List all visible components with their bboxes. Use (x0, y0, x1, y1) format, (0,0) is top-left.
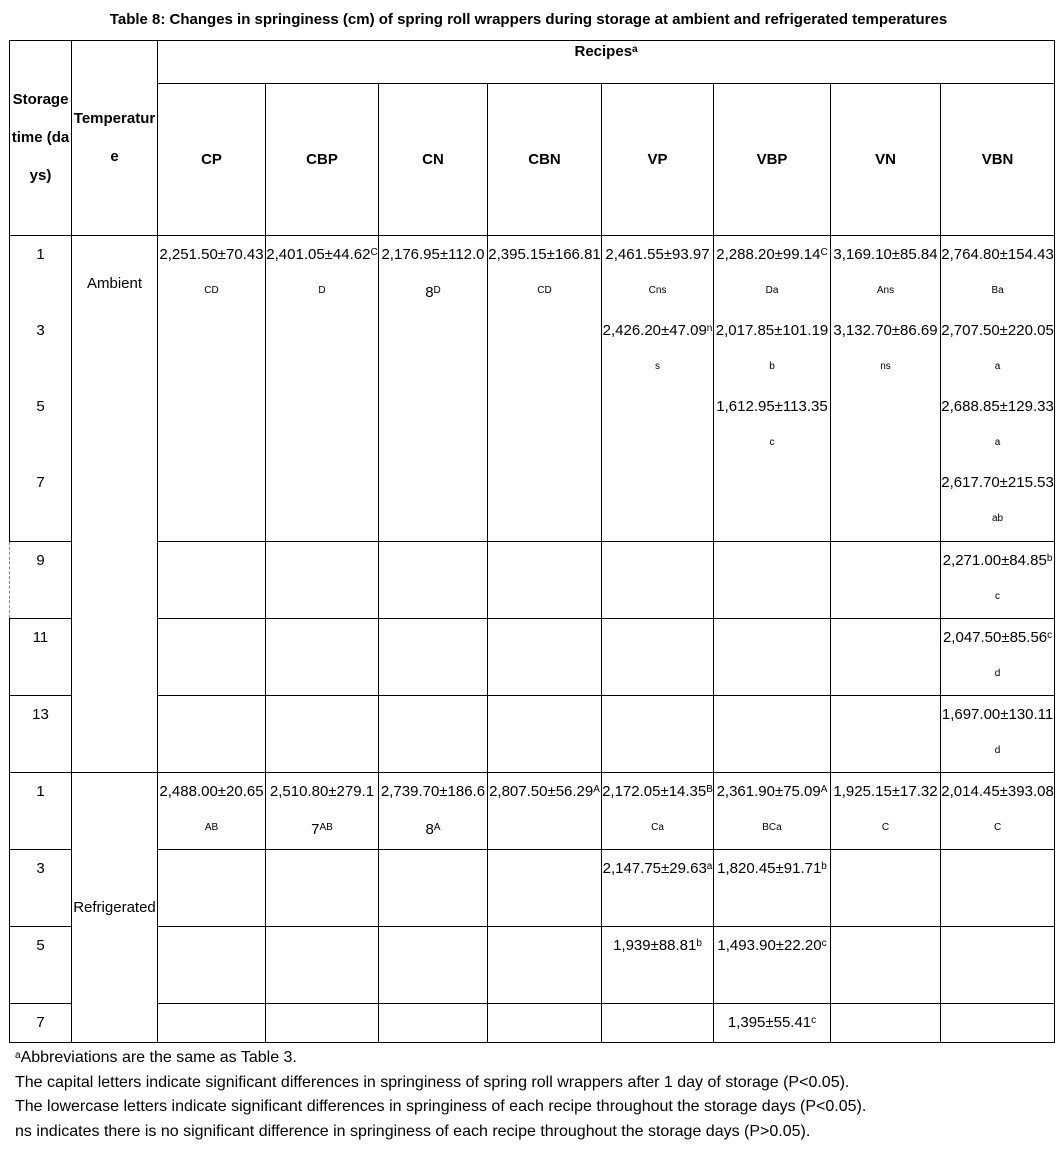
value: 1,939±88.81 (613, 937, 697, 954)
significance-letter: Ba (991, 285, 1004, 296)
empty-cell (602, 542, 714, 619)
empty-cell (941, 850, 1055, 927)
significance-letter: c (769, 437, 775, 448)
significance-letter: CD (537, 285, 552, 296)
refrigerated-label: Refrigerated (73, 898, 156, 916)
significance-letter: a (994, 361, 1001, 372)
header-temperature (72, 41, 158, 236)
value: 2,617.70±215.53 (941, 474, 1054, 491)
value: 2,426.20±47.09 (602, 322, 707, 339)
significance-letter: b (821, 861, 827, 872)
column-header-vn: VN (831, 84, 941, 236)
value: 2,288.20±99.14 (716, 246, 821, 263)
value: 2,251.50±70.43 (159, 246, 264, 263)
empty-cell (266, 850, 379, 927)
empty-cell (488, 696, 602, 773)
significance-letter: c (811, 1015, 817, 1026)
value: 1,697.00±130.11 (941, 706, 1054, 723)
footnote-lowercase-letters: The lowercase letters indicate significant differences in springiness of each recipe throughout the storage days (P<0.05). (15, 1098, 867, 1115)
significance-letter: b (769, 361, 775, 372)
significance-letter: a (706, 861, 713, 872)
value: 2,510.80±279.17 (269, 783, 375, 838)
column-header-cp: CP (158, 84, 266, 236)
significance-letter: AB (319, 822, 333, 833)
value: 2,764.80±154.43 (941, 246, 1054, 263)
cell-ambient-vn (831, 236, 941, 542)
empty-cell (266, 619, 379, 696)
significance-letter: ABCa (762, 784, 828, 833)
empty-cell (379, 619, 488, 696)
column-header-vbp: VBP (714, 84, 831, 236)
value: 3,132.70±86.69 (833, 322, 938, 339)
cell-ambient-vbn (941, 236, 1055, 542)
value: 2,147.75±29.63 (602, 860, 707, 877)
cell-refrigerated-cn (379, 773, 488, 850)
footnote-capital-letters: The capital letters indicate significant differences in springiness of spring roll wrappers after 1 day of storage (P<0.05). (15, 1073, 850, 1091)
cell-ambient-vbp (714, 236, 831, 542)
value: 2,488.00±20.65 (159, 783, 264, 800)
empty-cell (488, 927, 602, 1004)
day-label: 3 (36, 322, 45, 339)
significance-letter: AB (204, 822, 219, 833)
empty-cell (602, 1004, 714, 1043)
day-label: 5 (36, 398, 45, 415)
day-cell: 9 (10, 542, 72, 619)
significance-letter: a (994, 437, 1001, 448)
value: 2,014.45±393.08 (941, 783, 1054, 800)
storage-time-label: Storage time (days) (11, 91, 70, 184)
value: 2,707.50±220.05 (941, 322, 1054, 339)
value: 3,169.10±85.84 (833, 246, 938, 263)
significance-letter: bc (995, 553, 1053, 602)
cell-ambient-vbn-day13 (941, 696, 1055, 773)
significance-letter: CD (204, 285, 219, 296)
column-header-cbp: CBP (266, 84, 379, 236)
cell-ambient-cbn (488, 236, 602, 542)
significance-letter: ns (880, 361, 891, 372)
recipes-label: Recipes (574, 43, 633, 60)
cell-refrigerated-vp-day3 (602, 850, 714, 927)
significance-letter: C (881, 822, 890, 833)
empty-cell (158, 927, 266, 1004)
footnote-ns: ns indicates there is no significant difference in springiness of each recipe throughout the storage days (P>0.05). (15, 1122, 811, 1140)
cell-refrigerated-cp (158, 773, 266, 850)
empty-cell (831, 696, 941, 773)
value: 2,807.50±56.29 (489, 783, 594, 800)
value: 2,017.85±101.19 (715, 322, 829, 339)
value: 2,047.50±85.56 (942, 629, 1048, 646)
column-header-vbn: VBN (941, 84, 1055, 236)
temperature-label: Temperature (73, 110, 156, 165)
empty-cell (379, 696, 488, 773)
temperature-refrigerated (72, 773, 158, 1043)
empty-cell (831, 1004, 941, 1043)
significance-letter: Ans (876, 285, 895, 296)
empty-cell (379, 927, 488, 1004)
significance-letter: d (994, 745, 1001, 756)
empty-cell (831, 542, 941, 619)
empty-cell (488, 542, 602, 619)
empty-cell (266, 927, 379, 1004)
empty-cell (379, 542, 488, 619)
empty-cell (158, 542, 266, 619)
value: 2,401.05±44.62 (266, 246, 371, 263)
cell-refrigerated-vbp-day3 (714, 850, 831, 927)
cell-refrigerated-vp (602, 773, 714, 850)
empty-cell (941, 927, 1055, 1004)
empty-cell (266, 696, 379, 773)
value: 2,461.55±93.97 (605, 246, 710, 263)
value: 2,688.85±129.33 (941, 398, 1054, 415)
day-cell: 3 (10, 850, 72, 927)
day-cell: 13 (10, 696, 72, 773)
significance-letter: A (433, 822, 441, 833)
value: 2,395.15±166.81 (488, 246, 601, 263)
recipes-footnote-marker: a (632, 44, 638, 55)
empty-cell (266, 1004, 379, 1043)
cell-refrigerated-vbn (941, 773, 1055, 850)
empty-cell (488, 619, 602, 696)
temperature-ambient (72, 236, 158, 773)
significance-letter: b (696, 938, 702, 949)
significance-letter: CDa (765, 247, 828, 296)
empty-cell (379, 1004, 488, 1043)
cell-ambient-cn (379, 236, 488, 542)
column-header-cn: CN (379, 84, 488, 236)
value: 2,361.90±75.09 (716, 783, 821, 800)
significance-letter: C (993, 822, 1002, 833)
value: 2,176.95±112.08 (381, 246, 485, 301)
empty-cell (714, 696, 831, 773)
empty-cell (714, 542, 831, 619)
table-footnotes (15, 1046, 866, 1144)
cell-refrigerated-cbn (488, 773, 602, 850)
cell-refrigerated-cbp (266, 773, 379, 850)
cell-refrigerated-vbp-day7 (714, 1004, 831, 1043)
significance-letter: D (433, 285, 441, 296)
cell-refrigerated-vn (831, 773, 941, 850)
footnote-text: Abbreviations are the same as Table 3. (20, 1049, 297, 1066)
value: 1,820.45±91.71 (717, 860, 822, 877)
day-cell: 11 (10, 619, 72, 696)
empty-cell (831, 927, 941, 1004)
empty-cell (158, 1004, 266, 1043)
value: 1,395±55.41 (727, 1014, 812, 1031)
day-cell: 5 (10, 927, 72, 1004)
significance-letter: ab (991, 513, 1004, 524)
empty-cell (488, 850, 602, 927)
empty-cell (714, 619, 831, 696)
cell-refrigerated-vp-day5 (602, 927, 714, 1004)
value: 1,612.95±113.35 (716, 398, 828, 415)
value: 2,172.05±14.35 (602, 783, 707, 800)
cell-ambient-vbn-day9 (941, 542, 1055, 619)
empty-cell (158, 696, 266, 773)
empty-cell (602, 696, 714, 773)
springiness-table (9, 40, 1055, 1043)
empty-cell (831, 619, 941, 696)
cell-refrigerated-vbp (714, 773, 831, 850)
empty-cell (158, 619, 266, 696)
footnote-abbreviations (15, 1046, 866, 1071)
significance-letter: A (593, 784, 600, 795)
empty-cell (602, 619, 714, 696)
value: 2,271.00±84.85 (942, 552, 1047, 569)
empty-cell (266, 542, 379, 619)
cell-ambient-cbp (266, 236, 379, 542)
significance-letter: c (821, 938, 827, 949)
cell-refrigerated-vbp-day5 (714, 927, 831, 1004)
significance-letter: cd (994, 630, 1053, 679)
header-recipes (158, 41, 1055, 84)
cell-ambient-vp (602, 236, 714, 542)
footnote-marker: a (15, 1050, 21, 1061)
cell-ambient-vbn-day11 (941, 619, 1055, 696)
empty-cell (379, 850, 488, 927)
empty-cell (158, 850, 266, 927)
empty-cell (941, 1004, 1055, 1043)
value: 1,493.90±22.20 (717, 937, 822, 954)
significance-letter: CD (318, 247, 378, 296)
day-cell: 7 (10, 1004, 72, 1043)
table-title: Table 8: Changes in springiness (cm) of spring roll wrappers during storage at ambient and refrigerated temperatures (109, 11, 948, 28)
day-label: 1 (36, 246, 45, 263)
ambient-label: Ambient (86, 275, 143, 292)
column-header-vp: VP (602, 84, 714, 236)
header-storage-time (10, 41, 72, 236)
significance-letter: ns (655, 323, 713, 372)
significance-letter: BCa (651, 784, 713, 833)
ambient-days-1-7 (10, 236, 72, 542)
day-label: 7 (36, 474, 45, 491)
column-header-cbn: CBN (488, 84, 602, 236)
day-cell: 1 (10, 773, 72, 850)
empty-cell (488, 1004, 602, 1043)
significance-letter: Cns (648, 285, 667, 296)
cell-ambient-cp (158, 236, 266, 542)
value: 1,925.15±17.32 (833, 783, 938, 800)
empty-cell (831, 850, 941, 927)
value: 2,739.70±186.68 (380, 783, 486, 838)
